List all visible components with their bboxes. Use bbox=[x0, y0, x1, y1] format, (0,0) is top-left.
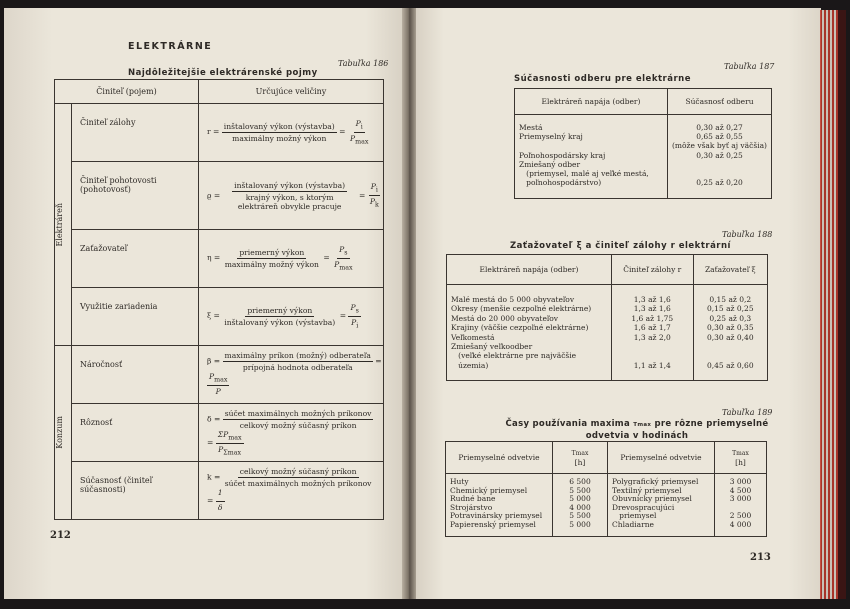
formula-cell: δ = $\frac{\text{súčet maximálnych možných príkonov}}{\text{celkový možný súčasný príkon}}$ = $\frac{\Sigma P_{max}}{P_{\Sigma max}}$ bbox=[198, 404, 383, 462]
row-label: Využitie zariadenia bbox=[72, 288, 199, 346]
table-187 bbox=[514, 88, 772, 199]
table-189-industries-a: Huty Chemický priemysel Rudné bane Strojárstvo Potravinársky priemysel Papierenský priemysel bbox=[446, 474, 553, 537]
table-189-industries-b: Polygrafický priemysel Textilný priemysel Obuvnícky priemysel Drevospracujúci priemysel Chladiarne bbox=[608, 474, 715, 537]
table-188-title: Zaťažovateľ ξ a činiteľ zálohy r elektrární bbox=[510, 241, 731, 251]
table-189-header-col1: Priemyselné odvetvie bbox=[446, 442, 553, 474]
table-188 bbox=[446, 254, 768, 378]
formula-cell: ξ = $\frac{\text{priemerný výkon}}{\text{inštalovaný výkon (výstavba)}}$ = $\frac{P_s}{P_i}$ bbox=[198, 288, 383, 346]
section-heading: ELEKTRÁRNE bbox=[128, 41, 213, 52]
group-elektraren: Elektráreň bbox=[55, 202, 64, 247]
table-186-title: Najdôležitejšie elektrárenské pojmy bbox=[128, 68, 318, 78]
table-188-reserve-factor: 1,3 až 1,6 1,3 až 1,6 1,6 až 1,75 1,6 až 1,7 1,3 až 2,0 1,1 až 1,4 bbox=[612, 285, 694, 381]
table-189-header-col3: Priemyselné odvetvie bbox=[608, 442, 715, 474]
table-186-label: Tabuľka 186 bbox=[338, 59, 389, 68]
table-187-sources: Mestá Priemyselný kraj Poľnohospodársky kraj Zmiešaný odber (priemysel, malé aj veľké mestá, poľnohospodárstvo) bbox=[515, 115, 668, 199]
formula-cell: ϱ = $\frac{\text{inštalovaný výkon (výstavba)}}{\text{krajný výkon, s ktorým elektráreň obvykle pracuje}}$ = $\frac{P_i}{P_k}$ bbox=[198, 162, 383, 230]
table-189-hours-a: 6 500 5 500 5 000 4 000 5 500 5 000 bbox=[553, 474, 608, 537]
table-186-header-col2: Určujúce veličiny bbox=[198, 80, 383, 104]
table-188-header-col1: Elektráreň napája (odber) bbox=[447, 255, 612, 285]
formula-cell: η = $\frac{\text{priemerný výkon}}{\text{maximálny možný výkon}}$ = $\frac{P_s}{P_{max}}$ bbox=[198, 230, 383, 288]
table-187-values: 0,30 až 0,27 0,65 až 0,55 (môže však byť aj väčšia) 0,30 až 0,25 0,25 až 0,20 bbox=[668, 115, 772, 199]
table-187-header-col1: Elektráreň napája (odber) bbox=[515, 89, 668, 115]
table-189-label: Tabuľka 189 bbox=[722, 408, 773, 417]
table-188-load-factor: 0,15 až 0,2 0,15 až 0,25 0,25 až 0,3 0,30 až 0,35 0,30 až 0,40 0,45 až 0,60 bbox=[693, 285, 767, 381]
table-189-title: Časy používania maxima Tmax pre rôzne priemyselné odvetvia v hodinách bbox=[505, 419, 769, 441]
table-186-header-col1: Činiteľ (pojem) bbox=[55, 80, 199, 104]
row-label: Činiteľ zálohy bbox=[72, 104, 199, 162]
table-189-header-col2: Tmax [h] bbox=[553, 442, 608, 474]
table-188-header-col3: Zaťažovateľ ξ bbox=[693, 255, 767, 285]
table-188-header-col2: Činiteľ zálohy r bbox=[612, 255, 694, 285]
table-187-header-col2: Súčasnosť odberu bbox=[668, 89, 772, 115]
group-konzum: Konzum bbox=[55, 416, 64, 449]
row-label: Zaťažovateľ bbox=[72, 230, 199, 288]
formula-cell: k = $\frac{\text{celkový možný súčasný príkon}}{\text{súčet maximálnych možných príkonov}}$ = $\frac{1}{\delta}$ bbox=[198, 462, 383, 520]
book-cover-edge bbox=[838, 10, 846, 599]
row-label: Náročnosť bbox=[72, 346, 199, 404]
row-label: Súčasnosť (činiteľ súčasnosti) bbox=[72, 462, 199, 520]
table-188-label: Tabuľka 188 bbox=[722, 230, 773, 239]
book-gutter bbox=[402, 8, 416, 599]
table-186 bbox=[54, 79, 384, 519]
table-187-title: Súčasnosti odberu pre elektrárne bbox=[514, 74, 691, 84]
formula-cell: β = $\frac{\text{maximálny príkon (možný) odberateľa}}{\text{prípojná hodnota odberateľa}}$ = $\frac{P_{max}}{P}$ bbox=[198, 346, 383, 404]
table-187-label: Tabuľka 187 bbox=[724, 62, 775, 71]
table-189-hours-b: 3 000 4 500 3 000 2 500 4 000 bbox=[715, 474, 767, 537]
table-189 bbox=[445, 441, 767, 537]
page-number-left: 212 bbox=[50, 530, 71, 541]
formula-cell: r = $\frac{\text{inštalovaný výkon (výstavba)}}{\text{maximálny možný výkon}}$ = $\frac{P_i}{P_{max}}$ bbox=[198, 104, 383, 162]
table-188-sources: Malé mestá do 5 000 obyvateľov Okresy (menšie cezpoľné elektrárne) Mestá do 20 000 obyvateľov Krajiny (väčšie cezpoľné elektrárne) Veľkomestá Zmiešaný veľkoodber (veľké elektrárne pre najväčšie územia) bbox=[447, 285, 612, 381]
row-label: Činiteľ pohotovosti (pohotovosť) bbox=[72, 162, 199, 230]
page-number-right: 213 bbox=[750, 552, 771, 563]
table-189-header-col4: Tmax [h] bbox=[715, 442, 767, 474]
row-label: Rôznosť bbox=[72, 404, 199, 462]
